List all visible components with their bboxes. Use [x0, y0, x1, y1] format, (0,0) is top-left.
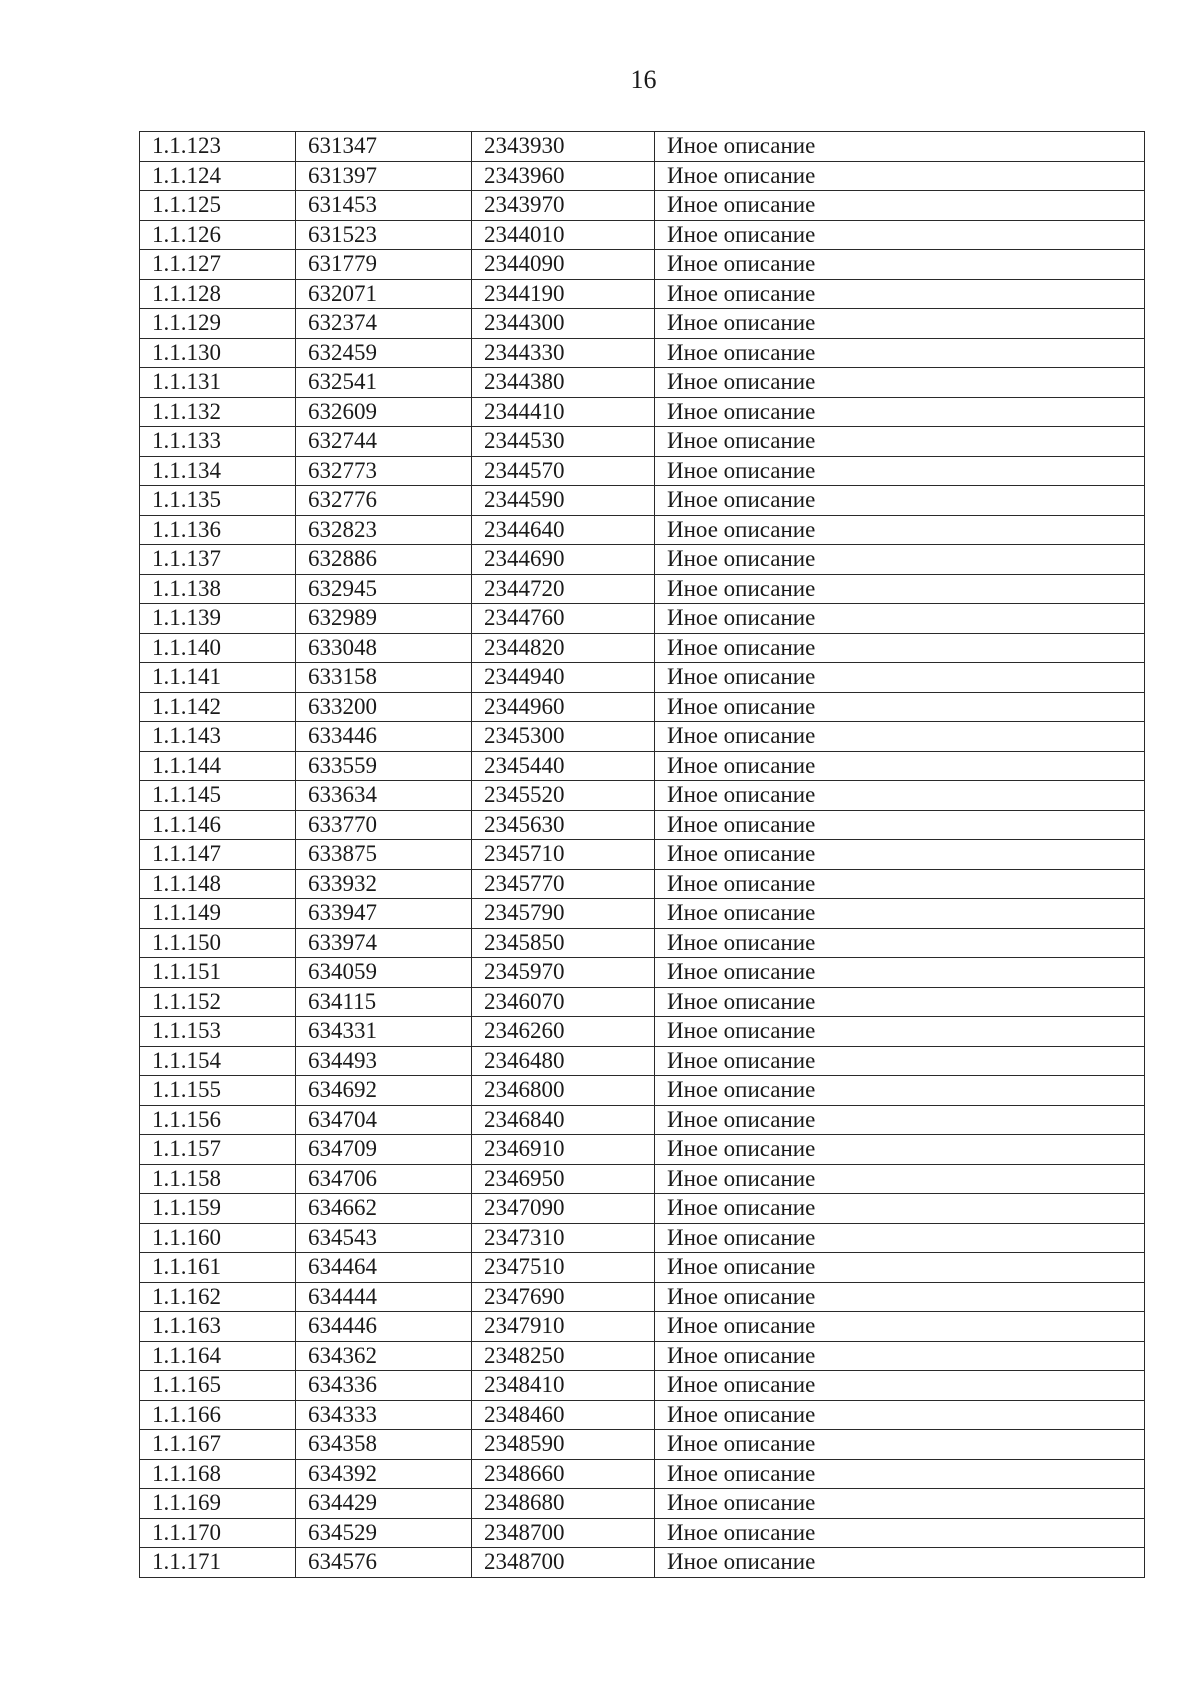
y-coordinate-cell: 2348700 — [472, 1548, 655, 1578]
page-number: 16 — [630, 65, 657, 94]
description-cell: Иное описание — [655, 368, 1145, 398]
description-cell: Иное описание — [655, 1135, 1145, 1165]
point-number-cell: 1.1.168 — [140, 1459, 296, 1489]
table-row — [140, 220, 1145, 250]
x-coordinate-cell: 632459 — [296, 338, 472, 368]
y-coordinate-cell: 2348250 — [472, 1341, 655, 1371]
point-number-cell: 1.1.136 — [140, 515, 296, 545]
y-coordinate-cell: 2348590 — [472, 1430, 655, 1460]
table-row — [140, 1253, 1145, 1283]
x-coordinate-cell: 634444 — [296, 1282, 472, 1312]
coordinates-table — [139, 131, 1145, 1578]
point-number-cell: 1.1.132 — [140, 397, 296, 427]
y-coordinate-cell: 2345710 — [472, 840, 655, 870]
y-coordinate-cell: 2343970 — [472, 191, 655, 221]
description-cell: Иное описание — [655, 1341, 1145, 1371]
description-cell: Иное описание — [655, 486, 1145, 516]
table-row — [140, 1282, 1145, 1312]
y-coordinate-cell: 2346800 — [472, 1076, 655, 1106]
x-coordinate-cell: 634692 — [296, 1076, 472, 1106]
point-number-cell: 1.1.154 — [140, 1046, 296, 1076]
point-number-cell: 1.1.126 — [140, 220, 296, 250]
point-number-cell: 1.1.158 — [140, 1164, 296, 1194]
x-coordinate-cell: 634493 — [296, 1046, 472, 1076]
table-row — [140, 958, 1145, 988]
x-coordinate-cell: 631453 — [296, 191, 472, 221]
description-cell: Иное описание — [655, 161, 1145, 191]
table-row — [140, 928, 1145, 958]
table-row — [140, 574, 1145, 604]
table-row — [140, 427, 1145, 457]
y-coordinate-cell: 2348460 — [472, 1400, 655, 1430]
description-cell: Иное описание — [655, 1371, 1145, 1401]
description-cell: Иное описание — [655, 1076, 1145, 1106]
x-coordinate-cell: 633158 — [296, 663, 472, 693]
description-cell: Иное описание — [655, 1400, 1145, 1430]
x-coordinate-cell: 631397 — [296, 161, 472, 191]
x-coordinate-cell: 632773 — [296, 456, 472, 486]
x-coordinate-cell: 631779 — [296, 250, 472, 280]
description-cell: Иное описание — [655, 1223, 1145, 1253]
point-number-cell: 1.1.137 — [140, 545, 296, 575]
description-cell: Иное описание — [655, 456, 1145, 486]
y-coordinate-cell: 2344410 — [472, 397, 655, 427]
x-coordinate-cell: 634115 — [296, 987, 472, 1017]
x-coordinate-cell: 631347 — [296, 132, 472, 162]
point-number-cell: 1.1.129 — [140, 309, 296, 339]
table-row — [140, 1518, 1145, 1548]
point-number-cell: 1.1.155 — [140, 1076, 296, 1106]
x-coordinate-cell: 633048 — [296, 633, 472, 663]
y-coordinate-cell: 2344330 — [472, 338, 655, 368]
y-coordinate-cell: 2348700 — [472, 1518, 655, 1548]
point-number-cell: 1.1.161 — [140, 1253, 296, 1283]
x-coordinate-cell: 634543 — [296, 1223, 472, 1253]
table-row — [140, 1312, 1145, 1342]
y-coordinate-cell: 2344090 — [472, 250, 655, 280]
description-cell: Иное описание — [655, 1430, 1145, 1460]
y-coordinate-cell: 2348410 — [472, 1371, 655, 1401]
table-row — [140, 368, 1145, 398]
description-cell: Иное описание — [655, 220, 1145, 250]
y-coordinate-cell: 2344530 — [472, 427, 655, 457]
x-coordinate-cell: 632744 — [296, 427, 472, 457]
point-number-cell: 1.1.127 — [140, 250, 296, 280]
table-row — [140, 1459, 1145, 1489]
x-coordinate-cell: 632945 — [296, 574, 472, 604]
point-number-cell: 1.1.138 — [140, 574, 296, 604]
table-row — [140, 899, 1145, 929]
point-number-cell: 1.1.151 — [140, 958, 296, 988]
description-cell: Иное описание — [655, 1046, 1145, 1076]
y-coordinate-cell: 2347090 — [472, 1194, 655, 1224]
description-cell: Иное описание — [655, 1459, 1145, 1489]
table-row — [140, 132, 1145, 162]
table-row — [140, 869, 1145, 899]
x-coordinate-cell: 632541 — [296, 368, 472, 398]
point-number-cell: 1.1.166 — [140, 1400, 296, 1430]
x-coordinate-cell: 634706 — [296, 1164, 472, 1194]
table-row — [140, 486, 1145, 516]
point-number-cell: 1.1.146 — [140, 810, 296, 840]
y-coordinate-cell: 2345440 — [472, 751, 655, 781]
description-cell: Иное описание — [655, 604, 1145, 634]
point-number-cell: 1.1.157 — [140, 1135, 296, 1165]
x-coordinate-cell: 634429 — [296, 1489, 472, 1519]
y-coordinate-cell: 2344960 — [472, 692, 655, 722]
description-cell: Иное описание — [655, 1518, 1145, 1548]
table-row — [140, 604, 1145, 634]
x-coordinate-cell: 634331 — [296, 1017, 472, 1047]
y-coordinate-cell: 2346950 — [472, 1164, 655, 1194]
y-coordinate-cell: 2344640 — [472, 515, 655, 545]
point-number-cell: 1.1.165 — [140, 1371, 296, 1401]
x-coordinate-cell: 632071 — [296, 279, 472, 309]
x-coordinate-cell: 633634 — [296, 781, 472, 811]
y-coordinate-cell: 2344690 — [472, 545, 655, 575]
point-number-cell: 1.1.145 — [140, 781, 296, 811]
description-cell: Иное описание — [655, 692, 1145, 722]
point-number-cell: 1.1.148 — [140, 869, 296, 899]
x-coordinate-cell: 633770 — [296, 810, 472, 840]
description-cell: Иное описание — [655, 869, 1145, 899]
table-row — [140, 338, 1145, 368]
x-coordinate-cell: 633974 — [296, 928, 472, 958]
y-coordinate-cell: 2344010 — [472, 220, 655, 250]
description-cell: Иное описание — [655, 1282, 1145, 1312]
table-body — [140, 132, 1145, 1578]
table-row — [140, 840, 1145, 870]
table-row — [140, 1400, 1145, 1430]
table-row — [140, 1430, 1145, 1460]
x-coordinate-cell: 634576 — [296, 1548, 472, 1578]
table-row — [140, 1489, 1145, 1519]
description-cell: Иное описание — [655, 1194, 1145, 1224]
x-coordinate-cell: 633932 — [296, 869, 472, 899]
y-coordinate-cell: 2344380 — [472, 368, 655, 398]
description-cell: Иное описание — [655, 191, 1145, 221]
y-coordinate-cell: 2346480 — [472, 1046, 655, 1076]
y-coordinate-cell: 2344940 — [472, 663, 655, 693]
point-number-cell: 1.1.130 — [140, 338, 296, 368]
description-cell: Иное описание — [655, 1105, 1145, 1135]
table-row — [140, 279, 1145, 309]
table-row — [140, 1017, 1145, 1047]
point-number-cell: 1.1.143 — [140, 722, 296, 752]
x-coordinate-cell: 634446 — [296, 1312, 472, 1342]
point-number-cell: 1.1.128 — [140, 279, 296, 309]
y-coordinate-cell: 2347690 — [472, 1282, 655, 1312]
y-coordinate-cell: 2346070 — [472, 987, 655, 1017]
x-coordinate-cell: 632989 — [296, 604, 472, 634]
y-coordinate-cell: 2348660 — [472, 1459, 655, 1489]
point-number-cell: 1.1.124 — [140, 161, 296, 191]
table-row — [140, 1076, 1145, 1106]
table-row — [140, 692, 1145, 722]
y-coordinate-cell: 2345300 — [472, 722, 655, 752]
y-coordinate-cell: 2346260 — [472, 1017, 655, 1047]
description-cell: Иное описание — [655, 515, 1145, 545]
table-row — [140, 1223, 1145, 1253]
point-number-cell: 1.1.133 — [140, 427, 296, 457]
description-cell: Иное описание — [655, 1164, 1145, 1194]
point-number-cell: 1.1.163 — [140, 1312, 296, 1342]
table-row — [140, 309, 1145, 339]
x-coordinate-cell: 634464 — [296, 1253, 472, 1283]
point-number-cell: 1.1.140 — [140, 633, 296, 663]
description-cell: Иное описание — [655, 1017, 1145, 1047]
point-number-cell: 1.1.139 — [140, 604, 296, 634]
table-row — [140, 191, 1145, 221]
description-cell: Иное описание — [655, 663, 1145, 693]
point-number-cell: 1.1.150 — [140, 928, 296, 958]
y-coordinate-cell: 2347510 — [472, 1253, 655, 1283]
y-coordinate-cell: 2347910 — [472, 1312, 655, 1342]
x-coordinate-cell: 634362 — [296, 1341, 472, 1371]
x-coordinate-cell: 633875 — [296, 840, 472, 870]
point-number-cell: 1.1.170 — [140, 1518, 296, 1548]
y-coordinate-cell: 2346910 — [472, 1135, 655, 1165]
table-row — [140, 1135, 1145, 1165]
point-number-cell: 1.1.123 — [140, 132, 296, 162]
point-number-cell: 1.1.153 — [140, 1017, 296, 1047]
point-number-cell: 1.1.152 — [140, 987, 296, 1017]
y-coordinate-cell: 2345630 — [472, 810, 655, 840]
y-coordinate-cell: 2344300 — [472, 309, 655, 339]
description-cell: Иное описание — [655, 633, 1145, 663]
table-row — [140, 397, 1145, 427]
x-coordinate-cell: 634704 — [296, 1105, 472, 1135]
y-coordinate-cell: 2344720 — [472, 574, 655, 604]
x-coordinate-cell: 634358 — [296, 1430, 472, 1460]
description-cell: Иное описание — [655, 840, 1145, 870]
description-cell: Иное описание — [655, 1489, 1145, 1519]
description-cell: Иное описание — [655, 1312, 1145, 1342]
description-cell: Иное описание — [655, 1548, 1145, 1578]
point-number-cell: 1.1.167 — [140, 1430, 296, 1460]
y-coordinate-cell: 2343930 — [472, 132, 655, 162]
description-cell: Иное описание — [655, 309, 1145, 339]
description-cell: Иное описание — [655, 899, 1145, 929]
table-row — [140, 1548, 1145, 1578]
y-coordinate-cell: 2345970 — [472, 958, 655, 988]
table-row — [140, 456, 1145, 486]
table-row — [140, 161, 1145, 191]
y-coordinate-cell: 2344760 — [472, 604, 655, 634]
point-number-cell: 1.1.156 — [140, 1105, 296, 1135]
y-coordinate-cell: 2344190 — [472, 279, 655, 309]
point-number-cell: 1.1.159 — [140, 1194, 296, 1224]
point-number-cell: 1.1.134 — [140, 456, 296, 486]
x-coordinate-cell: 632823 — [296, 515, 472, 545]
x-coordinate-cell: 633446 — [296, 722, 472, 752]
description-cell: Иное описание — [655, 397, 1145, 427]
description-cell: Иное описание — [655, 132, 1145, 162]
description-cell: Иное описание — [655, 781, 1145, 811]
y-coordinate-cell: 2344590 — [472, 486, 655, 516]
point-number-cell: 1.1.131 — [140, 368, 296, 398]
point-number-cell: 1.1.147 — [140, 840, 296, 870]
x-coordinate-cell: 634709 — [296, 1135, 472, 1165]
y-coordinate-cell: 2345520 — [472, 781, 655, 811]
point-number-cell: 1.1.171 — [140, 1548, 296, 1578]
table-row — [140, 1194, 1145, 1224]
point-number-cell: 1.1.164 — [140, 1341, 296, 1371]
y-coordinate-cell: 2343960 — [472, 161, 655, 191]
x-coordinate-cell: 634333 — [296, 1400, 472, 1430]
table-row — [140, 1105, 1145, 1135]
table-row — [140, 545, 1145, 575]
description-cell: Иное описание — [655, 987, 1145, 1017]
table-row — [140, 663, 1145, 693]
table-row — [140, 1341, 1145, 1371]
description-cell: Иное описание — [655, 810, 1145, 840]
point-number-cell: 1.1.144 — [140, 751, 296, 781]
point-number-cell: 1.1.149 — [140, 899, 296, 929]
point-number-cell: 1.1.141 — [140, 663, 296, 693]
x-coordinate-cell: 634336 — [296, 1371, 472, 1401]
y-coordinate-cell: 2345850 — [472, 928, 655, 958]
x-coordinate-cell: 631523 — [296, 220, 472, 250]
y-coordinate-cell: 2348680 — [472, 1489, 655, 1519]
point-number-cell: 1.1.125 — [140, 191, 296, 221]
coordinates-table-container — [139, 131, 1144, 1578]
description-cell: Иное описание — [655, 338, 1145, 368]
x-coordinate-cell: 632609 — [296, 397, 472, 427]
description-cell: Иное описание — [655, 545, 1145, 575]
x-coordinate-cell: 634529 — [296, 1518, 472, 1548]
table-row — [140, 250, 1145, 280]
y-coordinate-cell: 2345790 — [472, 899, 655, 929]
x-coordinate-cell: 632886 — [296, 545, 472, 575]
table-row — [140, 781, 1145, 811]
description-cell: Иное описание — [655, 427, 1145, 457]
x-coordinate-cell: 633947 — [296, 899, 472, 929]
description-cell: Иное описание — [655, 928, 1145, 958]
x-coordinate-cell: 634662 — [296, 1194, 472, 1224]
x-coordinate-cell: 634392 — [296, 1459, 472, 1489]
table-row — [140, 810, 1145, 840]
point-number-cell: 1.1.142 — [140, 692, 296, 722]
y-coordinate-cell: 2344570 — [472, 456, 655, 486]
x-coordinate-cell: 633559 — [296, 751, 472, 781]
x-coordinate-cell: 633200 — [296, 692, 472, 722]
y-coordinate-cell: 2344820 — [472, 633, 655, 663]
point-number-cell: 1.1.169 — [140, 1489, 296, 1519]
description-cell: Иное описание — [655, 751, 1145, 781]
description-cell: Иное описание — [655, 722, 1145, 752]
x-coordinate-cell: 632374 — [296, 309, 472, 339]
description-cell: Иное описание — [655, 958, 1145, 988]
y-coordinate-cell: 2345770 — [472, 869, 655, 899]
y-coordinate-cell: 2346840 — [472, 1105, 655, 1135]
table-row — [140, 1046, 1145, 1076]
point-number-cell: 1.1.162 — [140, 1282, 296, 1312]
table-row — [140, 633, 1145, 663]
table-row — [140, 1371, 1145, 1401]
table-row — [140, 751, 1145, 781]
description-cell: Иное описание — [655, 574, 1145, 604]
x-coordinate-cell: 634059 — [296, 958, 472, 988]
description-cell: Иное описание — [655, 279, 1145, 309]
table-row — [140, 1164, 1145, 1194]
table-row — [140, 722, 1145, 752]
y-coordinate-cell: 2347310 — [472, 1223, 655, 1253]
point-number-cell: 1.1.160 — [140, 1223, 296, 1253]
description-cell: Иное описание — [655, 1253, 1145, 1283]
point-number-cell: 1.1.135 — [140, 486, 296, 516]
table-row — [140, 515, 1145, 545]
table-row — [140, 987, 1145, 1017]
x-coordinate-cell: 632776 — [296, 486, 472, 516]
description-cell: Иное описание — [655, 250, 1145, 280]
